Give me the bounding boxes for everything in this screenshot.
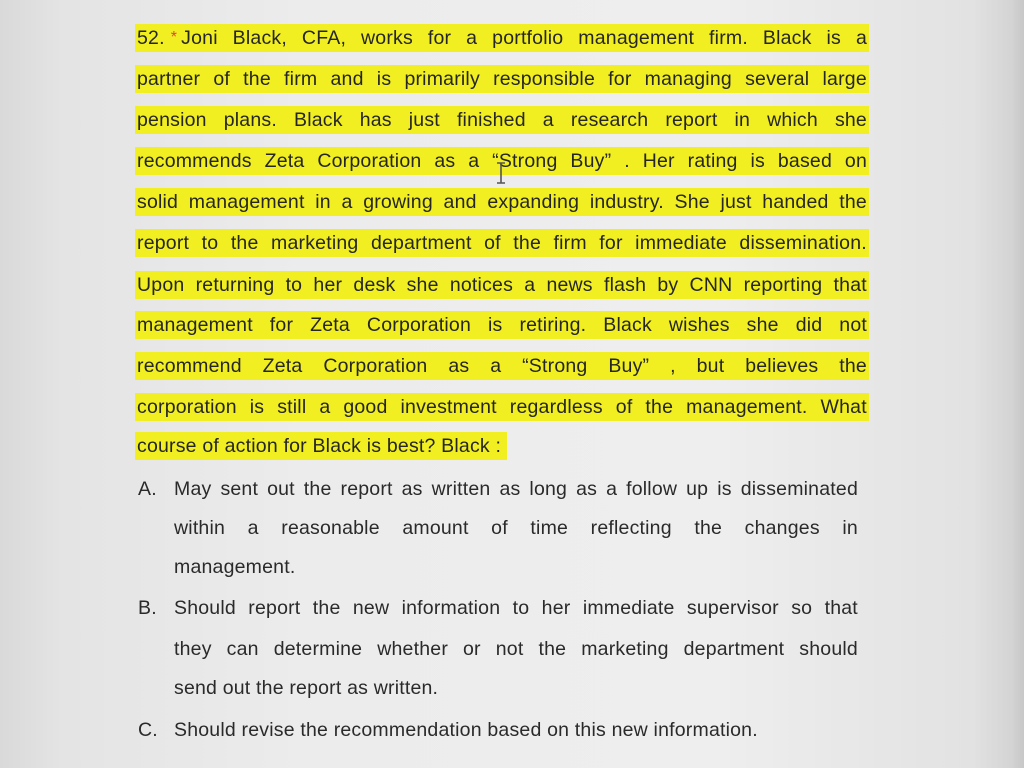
question-line: report to the marketing department of the firm for immediate dissemination. xyxy=(135,229,869,257)
question-line: Upon returning to her desk she notices a news flash by CNN reporting that xyxy=(135,271,869,299)
question-line: recommend Zeta Corporation as a “Strong Buy” , but believes the xyxy=(135,352,869,380)
question-line-first xyxy=(137,24,867,52)
question-line: corporation is still a good investment regardless of the management. What xyxy=(135,393,869,421)
option-letter: A. xyxy=(138,478,157,500)
option-line: they can determine whether or not the marketing department should xyxy=(174,638,858,660)
screen-edge-shadow xyxy=(1012,0,1024,768)
option-letter: C. xyxy=(138,719,158,741)
option-letter: B. xyxy=(138,597,157,619)
option-line: send out the report as written. xyxy=(174,677,439,699)
question-line xyxy=(135,24,869,52)
question-line: solid management in a growing and expanding industry. She just handed the xyxy=(135,188,869,216)
question-line: partner of the firm and is primarily responsible for managing several large xyxy=(135,65,869,93)
option-line: Should revise the recommendation based on this new information. xyxy=(174,719,758,741)
required-asterisk: * xyxy=(170,29,178,46)
option-line: within a reasonable amount of time reflecting the changes in xyxy=(174,517,858,539)
question-line: course of action for Black is best? Black : xyxy=(135,432,507,460)
text-cursor-icon xyxy=(496,162,506,184)
question-line-text: Joni Black, CFA, works for a portfolio management firm. Black is a xyxy=(181,27,867,49)
option-line: management. xyxy=(174,556,296,578)
question-line: recommends Zeta Corporation as a “Strong Buy” . Her rating is based on xyxy=(135,147,869,175)
option-line: May sent out the report as written as long as a follow up is disseminated xyxy=(174,478,858,500)
option-line: Should report the new information to her immediate supervisor so that xyxy=(174,597,858,619)
question-number: 52. xyxy=(137,27,165,49)
question-line: management for Zeta Corporation is retiring. Black wishes she did not xyxy=(135,311,869,339)
question-line: pension plans. Black has just finished a research report in which she xyxy=(135,106,869,134)
